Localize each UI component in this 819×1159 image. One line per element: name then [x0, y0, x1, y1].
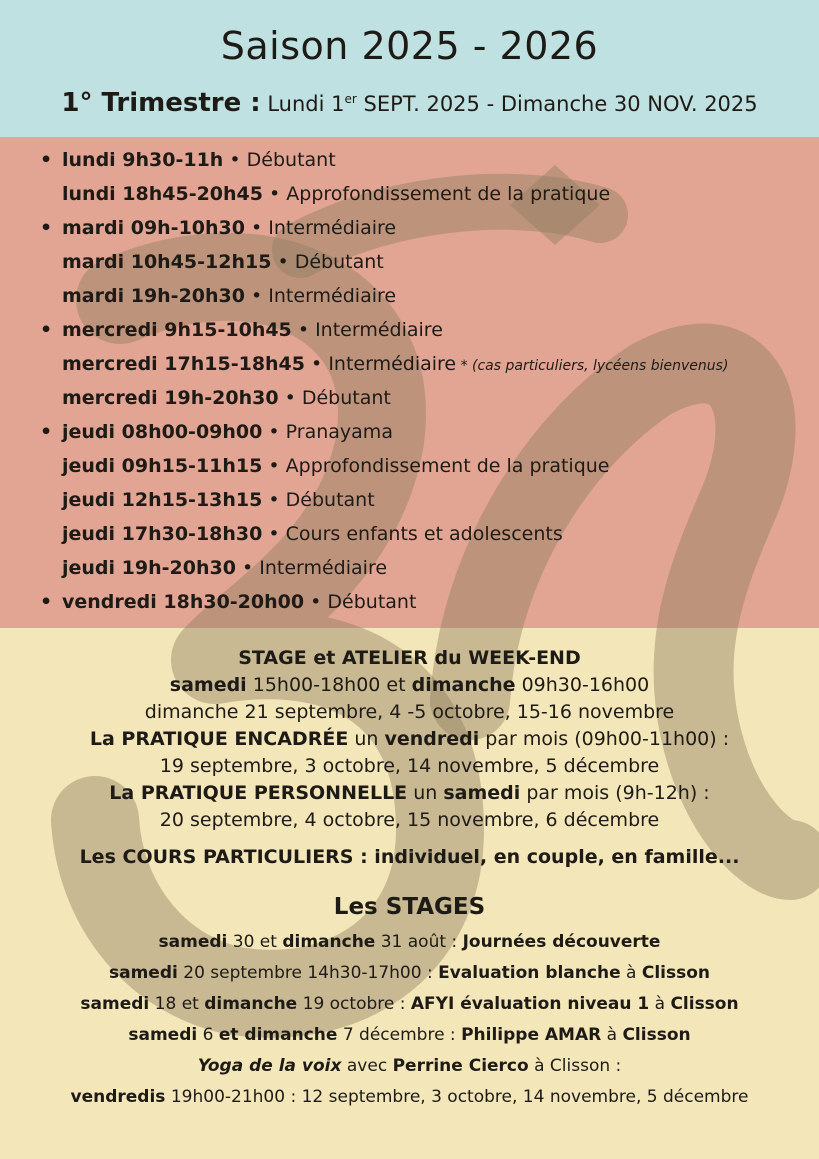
- weekend-times: samedi 15h00-18h00 et dimanche 09h30-16h00: [169, 674, 650, 696]
- pratique-personnelle-dates: 20 septembre, 4 octobre, 15 novembre, 6 décembre: [159, 809, 660, 831]
- schedule-item: • mardi 09h-10h30 • Intermédiaire: [40, 217, 397, 239]
- class-schedule: [40, 146, 800, 622]
- trimester-line: [0, 88, 819, 118]
- trimester-dates: Lundi 1er SEPT. 2025 - Dimanche 30 NOV. 2025: [267, 92, 758, 116]
- stage-line: vendredis 19h00-21h00 : 12 septembre, 3 octobre, 14 novembre, 5 décembre: [70, 1087, 749, 1107]
- pratique-encadree-dates: 19 septembre, 3 octobre, 14 novembre, 5 décembre: [159, 755, 660, 777]
- schedule-item: jeudi 09h15-11h15 • Approfondissement de la pratique: [62, 455, 610, 477]
- schedule-item: • mercredi 9h15-10h45 • Intermédiaire: [40, 319, 443, 341]
- stage-line: samedi 6 et dimanche 7 décembre : Philippe AMAR à Clisson: [128, 1025, 691, 1045]
- schedule-item: jeudi 19h-20h30 • Intermédiaire: [62, 557, 388, 579]
- schedule-item: mercredi 17h15-18h45 • Intermédiaire * (cas particuliers, lycéens bienvenus): [62, 353, 729, 375]
- stage-line: samedi 30 et dimanche 31 août : Journées découverte: [158, 932, 661, 952]
- schedule-item: • lundi 9h30-11h • Débutant: [40, 149, 336, 171]
- events-section: [0, 645, 819, 1113]
- weekend-dates: dimanche 21 septembre, 4 -5 octobre, 15-16 novembre: [144, 701, 675, 723]
- stage-line: samedi 20 septembre 14h30-17h00 : Evaluation blanche à Clisson: [109, 963, 710, 983]
- schedule-item: jeudi 17h30-18h30 • Cours enfants et adolescents: [62, 523, 563, 545]
- schedule-item: mercredi 19h-20h30 • Débutant: [62, 387, 391, 409]
- schedule-item: • jeudi 08h00-09h00 • Pranayama: [40, 421, 393, 443]
- schedule-item: jeudi 12h15-13h15 • Débutant: [62, 489, 375, 511]
- schedule-item: mardi 19h-20h30 • Intermédiaire: [62, 285, 397, 307]
- cours-particuliers: Les COURS PARTICULIERS : individuel, en couple, en famille...: [79, 846, 740, 868]
- pratique-personnelle: La PRATIQUE PERSONNELLE un samedi par mois (9h-12h) :: [109, 782, 710, 804]
- schedule-item: • vendredi 18h30-20h00 • Débutant: [40, 591, 417, 613]
- stage-line: samedi 18 et dimanche 19 octobre : AFYI évaluation niveau 1 à Clisson: [80, 994, 739, 1014]
- pratique-encadree: La PRATIQUE ENCADRÉE un vendredi par mois (09h00-11h00) :: [89, 728, 730, 750]
- weekend-title: STAGE et ATELIER du WEEK-END: [238, 647, 581, 669]
- stage-line: Yoga de la voix avec Perrine Cierco à Clisson :: [197, 1056, 622, 1076]
- schedule-item: mardi 10h45-12h15 • Débutant: [62, 251, 384, 273]
- trimester-label: 1° Trimestre :: [61, 88, 261, 118]
- stages-title: Les STAGES: [333, 894, 486, 920]
- page-title: Saison 2025 - 2026: [220, 24, 599, 68]
- schedule-item: lundi 18h45-20h45 • Approfondissement de la pratique: [62, 183, 611, 205]
